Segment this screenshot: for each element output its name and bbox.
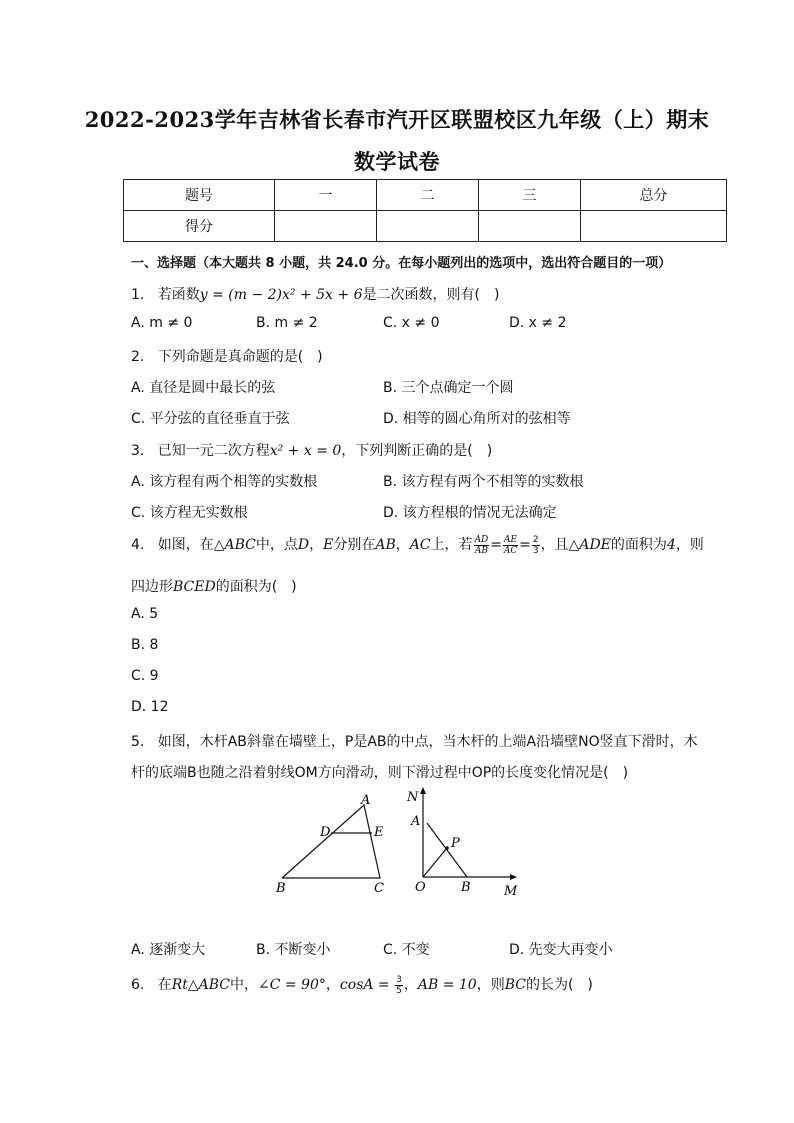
option-d[interactable]: D. 12 [131, 699, 169, 715]
triangle-abc [282, 805, 380, 878]
score-header-cell: 三 [479, 180, 581, 211]
label-c: C [374, 881, 384, 896]
score-table-header-row [124, 180, 727, 211]
question-text: 分别在 [333, 537, 376, 553]
option-b[interactable]: B. 不断变小 [256, 942, 331, 958]
question-number: 4. [131, 537, 145, 553]
option-b[interactable]: B. m ≠ 2 [256, 315, 318, 331]
question-3 [131, 440, 492, 460]
math-expression: ∠C = 90° [258, 977, 326, 993]
section-heading: 一、选择题（本大题共 8 小题，共 24.0 分。在每小题列出的选项中，选出符合题目的一项） [131, 256, 672, 271]
fraction-numerator: AD [474, 534, 489, 545]
question-text: 已知一元二次方程 [157, 443, 270, 459]
fraction-numerator: AE [504, 534, 518, 545]
option-a[interactable]: A. 5 [131, 606, 159, 622]
score-cell[interactable] [581, 211, 727, 242]
arrow-right-icon [510, 874, 517, 880]
math-expression: AB = 10 [417, 977, 477, 993]
option-d[interactable]: D. 该方程根的情况无法确定 [383, 505, 557, 521]
question-text: 的长为( ) [525, 977, 593, 993]
rod-ab [427, 823, 467, 877]
option-d[interactable]: D. 相等的圆心角所对的弦相等 [383, 411, 571, 427]
question-2 [131, 346, 323, 366]
exam-title-line1: 2022-2023学年吉林省长春市汽开区联盟校区九年级（上）期末 [84, 107, 710, 132]
score-header-cell: 一 [275, 180, 377, 211]
ladder-figure [405, 785, 525, 900]
label-e: E [374, 825, 384, 840]
option-d[interactable]: D. x ≠ 2 [509, 315, 567, 331]
math-expression: △ADE [568, 537, 611, 553]
question-number: 6. [131, 977, 145, 993]
question-text: 的面积为 [610, 537, 667, 553]
question-text: 是二次函数，则有( ) [362, 287, 500, 303]
label-d: D [320, 825, 331, 840]
question-number: 2. [131, 349, 145, 365]
score-cell[interactable] [377, 211, 479, 242]
question-4-line2 [131, 576, 297, 596]
math-expression: Rt△ABC [171, 977, 231, 993]
question-text: 如图，木杆AB斜靠在墙壁上，P是AB的中点，当木杆的上端A沿墙壁NO竖直下滑时，木 [157, 734, 698, 750]
fraction [474, 535, 490, 556]
question-text: 上，若 [430, 537, 473, 553]
option-c[interactable]: C. 不变 [383, 942, 430, 958]
option-c[interactable]: C. x ≠ 0 [383, 315, 440, 331]
fraction [532, 535, 540, 556]
question-text: ，则 [675, 537, 704, 553]
fraction-numerator: 3 [396, 974, 402, 985]
equals-sign: = [519, 537, 531, 553]
question-number: 5. [131, 734, 145, 750]
question-text: 中， [230, 977, 259, 993]
question-text: 如图，在 [157, 537, 214, 553]
math-expression: y = (m − 2)x² + 5x + 6 [199, 287, 363, 303]
option-b[interactable]: B. 8 [131, 637, 159, 653]
question-text: ， [325, 977, 340, 993]
label-b: B [276, 881, 286, 896]
question-text: ， [395, 537, 410, 553]
option-a[interactable]: A. 该方程有两个相等的实数根 [131, 474, 318, 490]
score-cell[interactable] [275, 211, 377, 242]
option-c[interactable]: C. 9 [131, 668, 159, 684]
option-a[interactable]: A. m ≠ 0 [131, 315, 193, 331]
math-expression: BCED [173, 579, 216, 595]
question-text: ， [309, 537, 324, 553]
score-cell[interactable] [479, 211, 581, 242]
fraction-denominator: AB [474, 545, 488, 556]
question-6 [131, 974, 593, 996]
arrow-up-icon [420, 787, 426, 794]
question-text: ， [403, 977, 418, 993]
fraction-numerator: 2 [532, 534, 539, 545]
score-table [123, 179, 727, 242]
triangle-figure [270, 790, 390, 900]
question-text: 下列命题是真命题的是( ) [157, 349, 323, 365]
label-a: A [361, 793, 371, 808]
fraction-denominator: AC [503, 545, 518, 556]
question-1 [131, 284, 499, 304]
question-text: 若函数 [157, 287, 200, 303]
point-p [445, 846, 449, 850]
math-expression: △ABC [213, 537, 256, 553]
option-a[interactable]: A. 直径是圆中最长的弦 [131, 380, 276, 396]
math-expression: x² + x = 0 [269, 443, 342, 459]
label-b: B [461, 880, 471, 895]
score-header-cell: 题号 [124, 180, 275, 211]
math-expression: BC [504, 977, 526, 993]
label-a: A [411, 814, 421, 829]
segment-op [423, 848, 447, 877]
score-header-cell: 总分 [581, 180, 727, 211]
option-b[interactable]: B. 三个点确定一个圆 [383, 380, 514, 396]
question-text: ，且 [540, 537, 569, 553]
fraction-denominator: 3 [532, 545, 539, 556]
math-expression: E [323, 537, 334, 553]
label-n: N [407, 790, 419, 805]
question-text: 的面积为( ) [215, 579, 297, 595]
exam-title-line2: 数学试卷 [354, 149, 440, 174]
question-4 [131, 534, 704, 556]
math-expression: AC [409, 537, 431, 553]
score-header-cell: 二 [377, 180, 479, 211]
option-c[interactable]: C. 该方程无实数根 [131, 505, 248, 521]
question-text: 四边形 [131, 579, 173, 595]
fraction [395, 975, 403, 996]
fraction-denominator: 5 [396, 985, 402, 996]
fraction [503, 535, 518, 556]
question-number: 3. [131, 443, 145, 459]
label-o: O [415, 880, 426, 895]
math-expression: AB [375, 537, 396, 553]
option-c[interactable]: C. 平分弦的直径垂直于弦 [131, 411, 290, 427]
question-text: ，下列判断正确的是( ) [341, 443, 493, 459]
math-expression: D [297, 537, 310, 553]
question-number: 1. [131, 287, 145, 303]
option-a[interactable]: A. 逐渐变大 [131, 942, 206, 958]
option-b[interactable]: B. 该方程有两个不相等的实数根 [383, 474, 584, 490]
question-text: 中，点 [255, 537, 298, 553]
question-text: 在 [157, 977, 172, 993]
label-m: M [504, 884, 518, 899]
question-text: ，则 [476, 977, 505, 993]
question-5-line2: 杆的底端B也随之沿着射线OM方向滑动，则下滑过程中OP的长度变化情况是( ) [131, 765, 629, 781]
score-table-score-row [124, 211, 727, 242]
label-p: P [451, 836, 460, 851]
math-expression: 4 [666, 537, 676, 553]
option-d[interactable]: D. 先变大再变小 [509, 942, 613, 958]
math-expression: cosA = [339, 977, 395, 993]
question-5 [131, 731, 698, 751]
equals-sign: = [490, 537, 503, 553]
score-row-label: 得分 [124, 211, 275, 242]
